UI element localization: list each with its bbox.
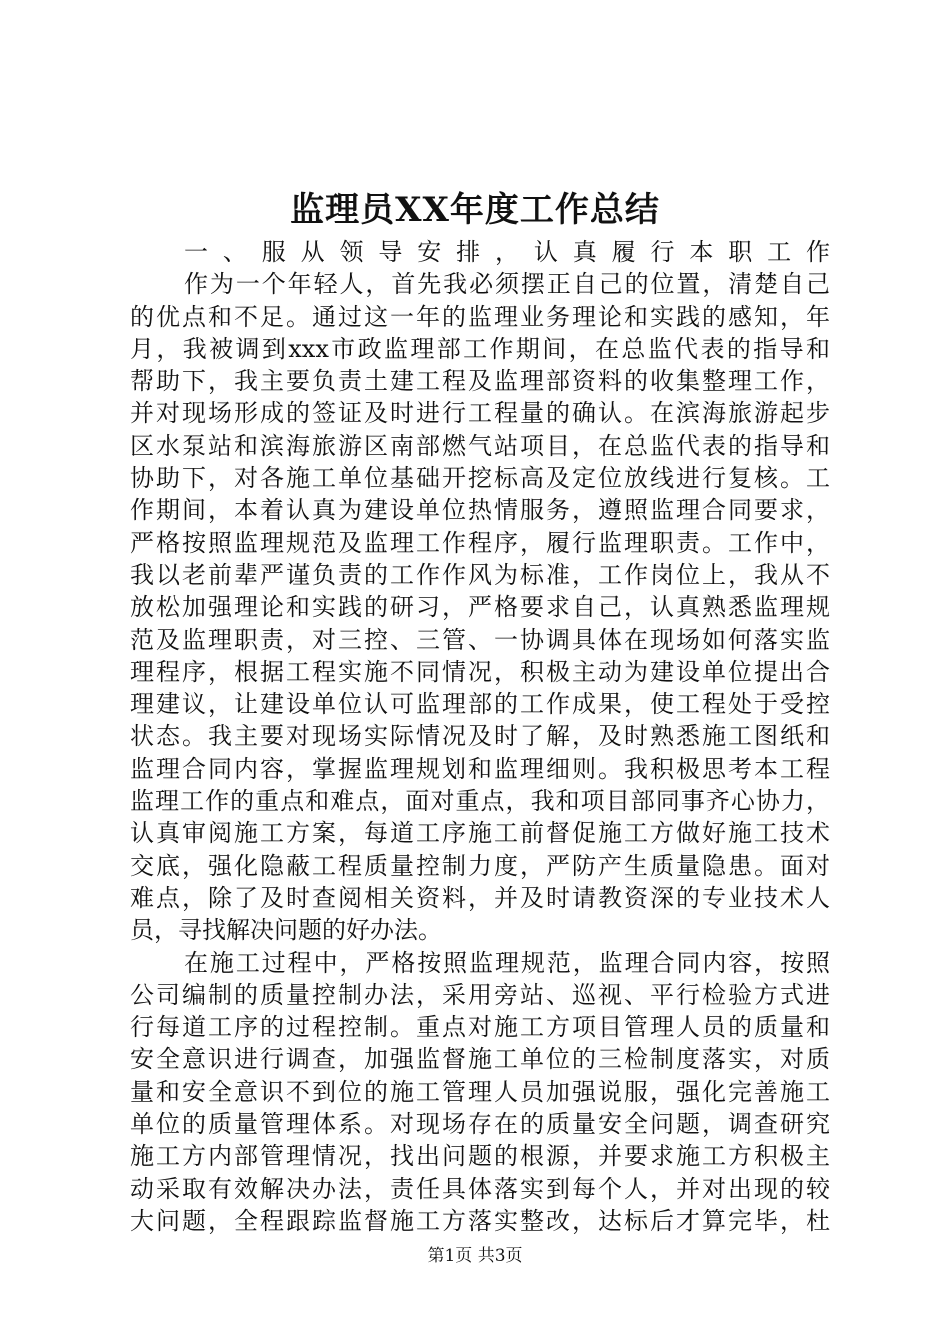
- document-title: 监理员XX年度工作总结: [290, 190, 660, 230]
- paragraph-line: 区水泵站和滨海旅游区南部燃气站项目，在总监代表的指导和: [130, 431, 830, 460]
- page-footer: 第1页 共3页: [427, 1246, 523, 1266]
- paragraph-line: 并对现场形成的签证及时进行工程量的确认。在滨海旅游起步: [130, 399, 830, 428]
- paragraph-line: 的优点和不足。通过这一年的监理业务理论和实践的感知，年: [130, 302, 830, 331]
- paragraph-line: 范及监理职责，对三控、三管、一协调具体在现场如何落实监: [130, 625, 830, 654]
- paragraph-line: 在施工过程中，严格按照监理规范，监理合同内容，按照: [184, 948, 830, 977]
- paragraph-line: 状态。我主要对现场实际情况及时了解，及时熟悉施工图纸和: [130, 722, 830, 751]
- document-body: [130, 236, 830, 1237]
- paragraph-line: 我以老前辈严谨负责的工作作风为标准，工作岗位上，我从不: [130, 560, 830, 589]
- paragraph-line: 认真审阅施工方案，每道工序施工前督促施工方做好施工技术: [130, 819, 830, 848]
- paragraph-line: 理程序，根据工程实施不同情况，积极主动为建设单位提出合: [130, 657, 830, 686]
- paragraph-line: 安全意识进行调查，加强监督施工单位的三检制度落实，对质: [130, 1045, 830, 1074]
- section-heading: 一、服从领导安排，认真履行本职工作: [184, 238, 830, 266]
- paragraph-line: 行每道工序的过程控制。重点对施工方项目管理人员的质量和: [130, 1013, 830, 1042]
- paragraph-line: 帮助下，我主要负责土建工程及监理部资料的收集整理工作，: [130, 367, 830, 396]
- paragraph-line: 放松加强理论和实践的研习，严格要求自己，认真熟悉监理规: [130, 593, 830, 622]
- paragraph-line: 监理合同内容，掌握监理规划和监理细则。我积极思考本工程: [130, 754, 830, 783]
- paragraph-line: 单位的质量管理体系。对现场存在的质量安全问题，调查研究: [130, 1110, 830, 1139]
- paragraph-line: 公司编制的质量控制办法，采用旁站、巡视、平行检验方式进: [130, 980, 830, 1009]
- paragraph-line: 动采取有效解决办法，责任具体落实到每个人，并对出现的较: [130, 1174, 830, 1203]
- paragraph-line: 员，寻找解决问题的好办法。: [130, 916, 442, 945]
- paragraph-line: 严格按照监理规范及监理工作程序，履行监理职责。工作中，: [130, 528, 830, 557]
- paragraph-line: 理建议，让建设单位认可监理部的工作成果，使工程处于受控: [130, 690, 830, 719]
- paragraph-line: 量和安全意识不到位的施工管理人员加强说服，强化完善施工: [130, 1077, 830, 1106]
- paragraph-line: 难点，除了及时查阅相关资料，并及时请教资深的专业技术人: [130, 883, 830, 912]
- paragraph-line: 监理工作的重点和难点，面对重点，我和项目部同事齐心协力，: [130, 787, 830, 816]
- paragraph-line: 月，我被调到xxx市政监理部工作期间，在总监代表的指导和: [130, 334, 830, 363]
- paragraph-line: 作为一个年轻人，首先我必须摆正自己的位置，清楚自己: [184, 270, 830, 299]
- paragraph-line: 施工方内部管理情况，找出问题的根源，并要求施工方积极主: [130, 1142, 830, 1171]
- paragraph-line: 协助下，对各施工单位基础开挖标高及定位放线进行复核。工: [130, 464, 830, 493]
- paragraph-line: 大问题，全程跟踪监督施工方落实整改，达标后才算完毕，杜: [130, 1206, 830, 1235]
- paragraph-line: 作期间，本着认真为建设单位热情服务，遵照监理合同要求，: [130, 496, 830, 525]
- paragraph-line: 交底，强化隐蔽工程质量控制力度，严防产生质量隐患。面对: [130, 851, 830, 880]
